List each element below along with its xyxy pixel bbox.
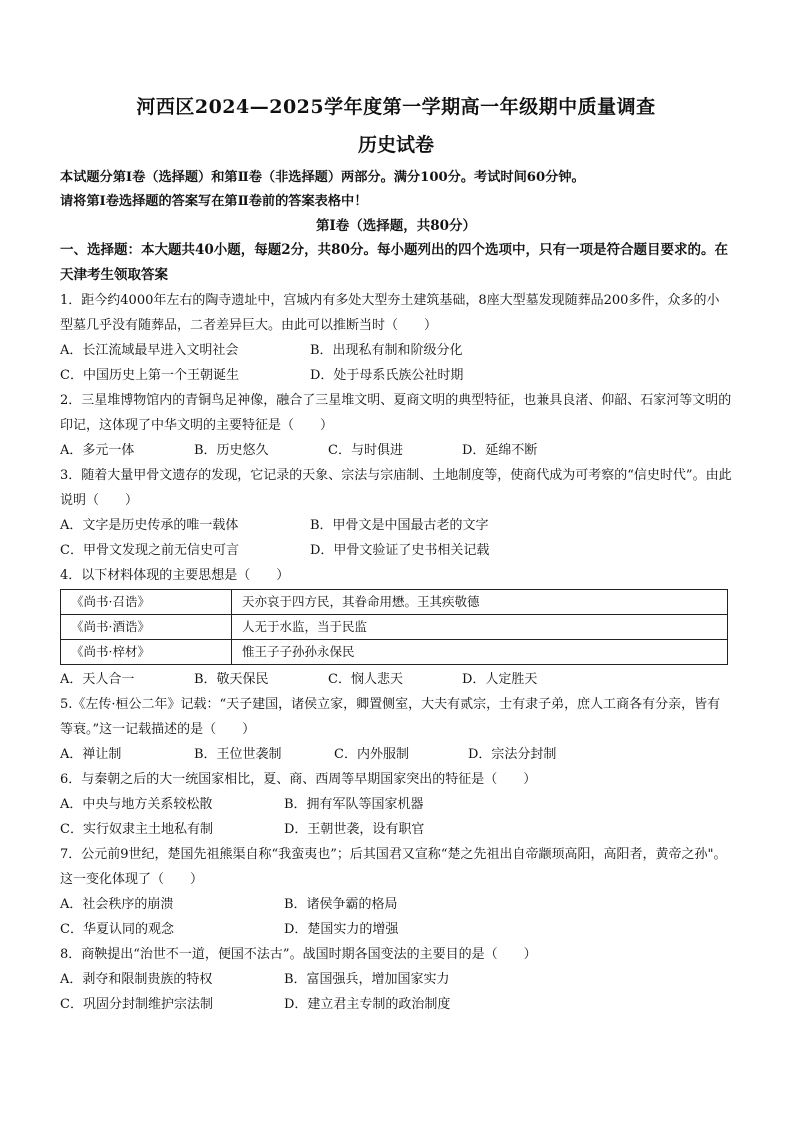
option-d: D．延绵不断 (462, 443, 538, 458)
option-b: B．甲骨文是中国最古老的文字 (310, 518, 489, 533)
options-row (60, 338, 732, 363)
options-row (60, 817, 732, 842)
option-c: C．与时俱进 (328, 443, 403, 458)
option-b: B．诸侯争霸的格局 (284, 897, 398, 912)
option-c: C．悯人悲天 (328, 672, 403, 687)
options-row (60, 438, 732, 463)
options-row (60, 363, 732, 388)
table-row (61, 590, 728, 615)
question-stem: 4．以下材料体现的主要思想是（ ） (60, 568, 290, 583)
options-row (60, 742, 732, 767)
option-c: C．甲骨文发现之前无信史可言 (60, 543, 239, 558)
question-3 (60, 463, 732, 563)
options-row (60, 667, 732, 692)
option-b: B．王位世袭制 (194, 747, 282, 762)
question-stem: 7．公元前9世纪，楚国先祖熊渠自称“我蛮夷也”；后其国君又宣称“楚之先祖出自帝颛顼高阳，高阳者，黄帝之孙"。这一变化体现了（ ） (60, 847, 727, 887)
question-stem: 6．与秦朝之后的大一统国家相比，夏、商、西周等早期国家突出的特征是（ ） (60, 772, 537, 787)
question-6 (60, 767, 732, 842)
question-4 (60, 563, 732, 692)
options-row (60, 513, 732, 538)
table-cell-source: 《尚书·酒诰》 (61, 615, 232, 640)
table-cell-quote: 惟王子子孙孙永保民 (232, 640, 728, 665)
options-row (60, 967, 732, 992)
note-line-1: 本试题分第Ⅰ卷（选择题）和第Ⅱ卷（非选择题）两部分。满分100分。考试时间60分钟。 (60, 170, 585, 185)
option-c: C．实行奴隶主土地私有制 (60, 822, 213, 837)
option-b: B．敬天保民 (194, 672, 269, 687)
option-a: A．天人合一 (60, 672, 135, 687)
question-2 (60, 388, 732, 463)
exam-page (60, 92, 732, 1017)
option-d: D．建立君主专制的政治制度 (284, 997, 451, 1012)
option-b: B．历史悠久 (194, 443, 269, 458)
exam-title: 河西区2024—2025学年度第一学期高一年级期中质量调查 (136, 96, 656, 118)
option-d: D．王朝世袭，设有职官 (284, 822, 425, 837)
table-row (61, 615, 728, 640)
option-a: A．禅让制 (60, 747, 122, 762)
option-c: C．华夏认同的观念 (60, 922, 174, 937)
question-stem: 1．距今约4000年左右的陶寺遗址中，宫城内有多处大型夯土建筑基础，8座大型墓发现随葬品200多件，众多的小型墓几乎没有随葬品，二者差异巨大。由此可以推断当时（ ） (60, 293, 720, 333)
options-row (60, 892, 732, 917)
option-c: C．巩固分封制维护宗法制 (60, 997, 213, 1012)
option-a: A．剥夺和限制贵族的特权 (60, 972, 213, 987)
option-b: B．出现私有制和阶级分化 (310, 343, 463, 358)
question-8 (60, 942, 732, 1017)
option-a: A．中央与地方关系较松散 (60, 797, 213, 812)
question-stem: 5.《左传·桓公二年》记载：“天子建国，诸侯立家，卿置侧室，大夫有贰宗，士有隶子弟，庶人工商各有分亲，皆有等衰。”这一记载描述的是（ ） (60, 697, 721, 737)
table-cell-source: 《尚书·梓材》 (61, 640, 232, 665)
option-a: A．社会秩序的崩溃 (60, 897, 174, 912)
table-row (61, 640, 728, 665)
question-stem: 2．三星堆博物馆内的青铜鸟足神像，融合了三星堆文明、夏商文明的典型特征，也兼具良渚、仰韶、石家河等文明的印记，这体现了中华文明的主要特征是（ ） (60, 393, 732, 433)
option-b: B．拥有军队等国家机器 (284, 797, 424, 812)
option-d: D．处于母系氏族公社时期 (310, 368, 464, 383)
question-stem: 3．随着大量甲骨文遗存的发现，它记录的天象、宗法与宗庙制、土地制度等，使商代成为可考察的“信史时代”。由此说明（ ） (60, 468, 732, 508)
note-line-2: 请将第Ⅰ卷选择题的答案写在第Ⅱ卷前的答案表格中！ (60, 194, 368, 209)
table-cell-source: 《尚书·召诰》 (61, 590, 232, 615)
option-a: A．文字是历史传承的唯一载体 (60, 518, 239, 533)
option-b: B．富国强兵，增加国家实力 (284, 972, 450, 987)
option-d: D．甲骨文验证了史书相关记载 (310, 543, 490, 558)
option-d: D．人定胜天 (462, 672, 538, 687)
source-table (60, 589, 728, 665)
question-5 (60, 692, 732, 767)
options-row (60, 992, 732, 1017)
options-row (60, 538, 732, 563)
options-row (60, 792, 732, 817)
section-heading: 第Ⅰ卷（选择题，共80分） (315, 218, 477, 234)
exam-notes (60, 166, 732, 214)
section-intro: 一、选择题：本大题共40小题，每题2分，共80分。每小题列出的四个选项中，只有一项是符合题目要求的。在天津考生领取答案 (60, 242, 728, 283)
table-cell-quote: 人无于水监，当于民监 (232, 615, 728, 640)
table-cell-quote: 天亦哀于四方民，其眷命用懋。王其疾敬德 (232, 590, 728, 615)
question-7 (60, 842, 732, 942)
option-c: C．内外服制 (334, 747, 409, 762)
option-d: D．楚国实力的增强 (284, 922, 399, 937)
option-d: D．宗法分封制 (468, 747, 557, 762)
exam-subtitle: 历史试卷 (357, 134, 434, 156)
question-1 (60, 288, 732, 388)
option-c: C．中国历史上第一个王朝诞生 (60, 368, 239, 383)
question-stem: 8．商鞅提出“治世不一道，便国不法古”。战国时期各国变法的主要目的是（ ） (60, 947, 537, 962)
options-row (60, 917, 732, 942)
option-a: A．长江流域最早进入文明社会 (60, 343, 239, 358)
option-a: A．多元一体 (60, 443, 135, 458)
